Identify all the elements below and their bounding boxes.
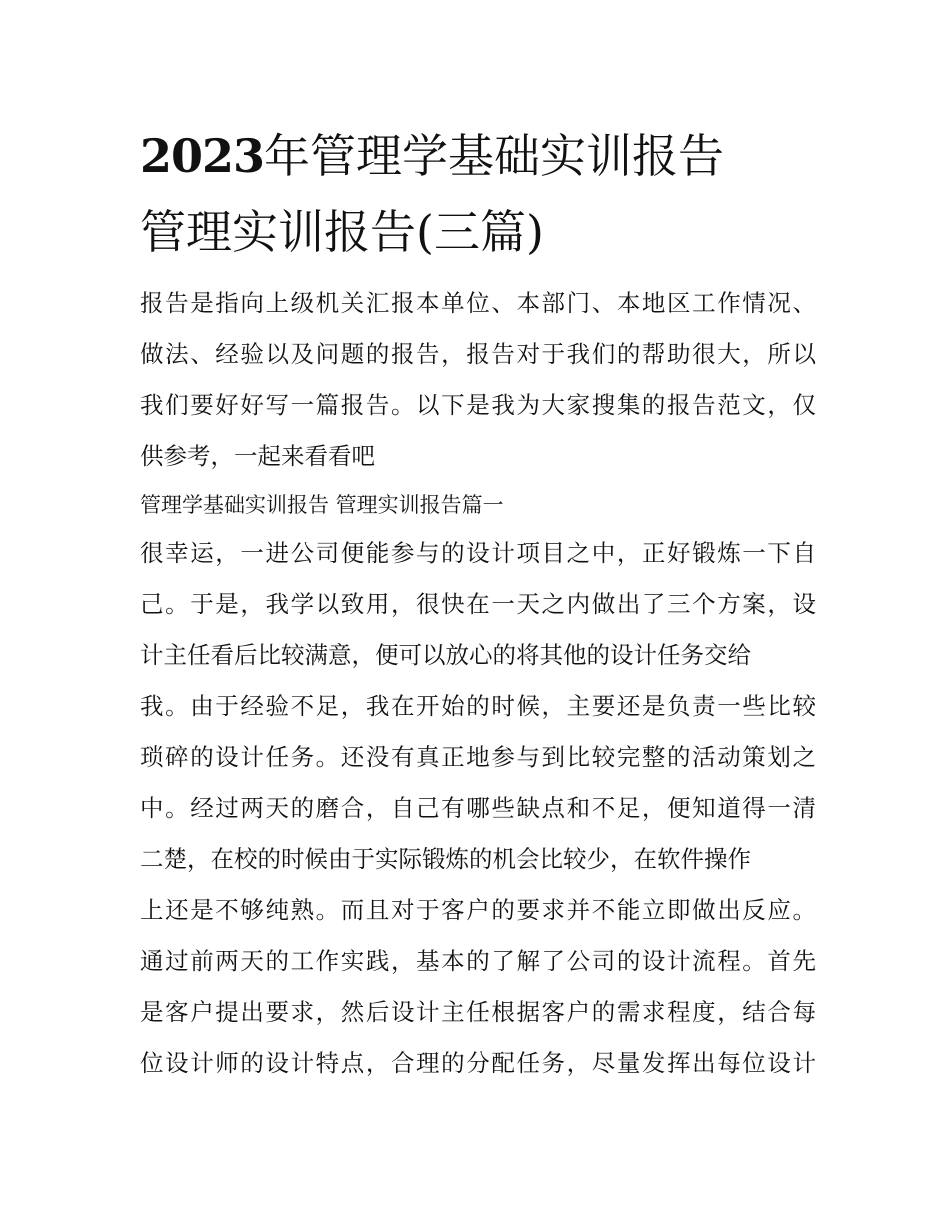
body-line: 是客户提出要求，然后设计主任根据客户的需求程度，结合每	[140, 998, 816, 1026]
body-line: 位设计师的设计特点，合理的分配任务，尽量发挥出每位设计	[140, 1049, 816, 1077]
intro-line: 我们要好好写一篇报告。以下是我为大家搜集的报告范文，仅	[140, 391, 816, 419]
intro-line: 供参考，一起来看看吧	[140, 442, 375, 470]
body-line: 二楚，在校的时候由于实际锻炼的机会比较少，在软件操作	[140, 845, 751, 873]
body-line: 计主任看后比较满意，便可以放心的将其他的设计任务交给	[140, 641, 751, 669]
title-line-2: 管理实训报告(三篇)	[140, 205, 544, 259]
document-body	[140, 278, 816, 1089]
body-line: 琐碎的设计任务。还没有真正地参与到比较完整的活动策划之	[140, 743, 816, 771]
intro-line: 做法、经验以及问题的报告，报告对于我们的帮助很大，所以	[140, 340, 816, 368]
intro-line: 报告是指向上级机关汇报本单位、本部门、本地区工作情况、	[140, 289, 816, 317]
body-line: 我。由于经验不足，我在开始的时候，主要还是负责一些比较	[140, 692, 816, 720]
body-line: 中。经过两天的磨合，自己有哪些缺点和不足，便知道得一清	[140, 794, 816, 822]
title-line-1-text: 年管理学基础实训报告	[264, 129, 725, 183]
title-line-1	[140, 118, 820, 194]
body-line: 通过前两天的工作实践，基本的了解了公司的设计流程。首先	[140, 947, 816, 975]
body-line: 很幸运，一进公司便能参与的设计项目之中，正好锻炼一下自	[140, 539, 816, 567]
section-heading: 管理学基础实训报告 管理实训报告篇一	[140, 493, 504, 517]
title-year: 2023	[140, 129, 265, 183]
document-title	[140, 118, 820, 270]
body-line: 己。于是，我学以致用，很快在一天之内做出了三个方案，设	[140, 590, 816, 618]
body-line: 上还是不够纯熟。而且对于客户的要求并不能立即做出反应。	[140, 896, 816, 924]
